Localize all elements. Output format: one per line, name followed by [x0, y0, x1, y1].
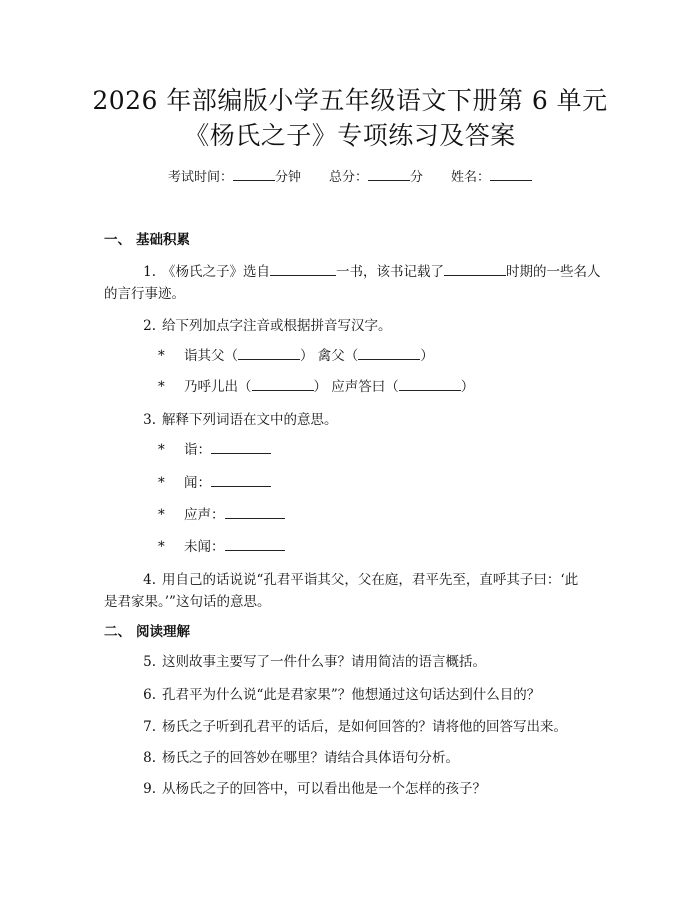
question-text: 解释下列词语在文中的意思。	[162, 412, 338, 428]
item-text: 诣：	[184, 442, 211, 458]
question-text: 《杨氏之子》选自	[162, 264, 270, 280]
question-text: 时期的一些名人	[506, 264, 601, 280]
answer-blank	[225, 506, 285, 519]
bullet: *	[158, 539, 165, 555]
time-label: 考试时间：	[167, 170, 233, 185]
page-title-line2: 《杨氏之子》专项练习及答案	[184, 121, 516, 150]
exam-meta	[0, 168, 700, 187]
question-number: 1.	[143, 264, 156, 280]
item-text: 禽父（	[317, 348, 359, 364]
question-number: 9.	[143, 781, 156, 797]
section-number: 二、	[104, 624, 131, 640]
question-8	[104, 747, 604, 769]
question-number: 3.	[143, 412, 156, 428]
list-item	[158, 474, 271, 492]
question-text: 杨氏之子听到孔君平的话后，是如何回答的？请将他的回答写出来。	[162, 719, 567, 735]
answer-blank	[211, 441, 271, 454]
list-item	[158, 347, 434, 365]
question-number: 8.	[143, 750, 156, 766]
question-5	[104, 651, 604, 673]
answer-blank	[238, 347, 300, 360]
item-text: ）	[313, 379, 327, 395]
bullet: *	[158, 475, 165, 491]
answer-blank	[225, 538, 285, 551]
question-number: 7.	[143, 719, 156, 735]
bullet: *	[158, 348, 165, 364]
item-text: ）	[420, 348, 434, 364]
answer-blank	[444, 263, 506, 276]
section-number: 一、	[104, 232, 131, 248]
score-unit: 分	[410, 170, 424, 185]
question-9	[104, 778, 604, 800]
question-text: 杨氏之子的回答妙在哪里？请结合具体语句分析。	[162, 750, 459, 766]
question-text: 这则故事主要写了一件什么事？请用简洁的语言概括。	[162, 654, 486, 670]
question-text: 孔君平为什么说“此是君家果”？他想通过这句话达到什么目的？	[162, 687, 541, 703]
question-number: 4.	[143, 572, 156, 588]
list-item	[158, 538, 285, 556]
question-text: 给下列加点字注音或根据拼音写汉字。	[162, 318, 392, 334]
list-item	[158, 441, 271, 459]
question-1	[104, 261, 604, 305]
bullet: *	[158, 442, 165, 458]
question-number: 2.	[143, 318, 156, 334]
item-text: 乃呼儿出（	[184, 379, 252, 395]
item-text: 诣其父（	[184, 348, 238, 364]
answer-blank	[270, 263, 336, 276]
question-3	[104, 409, 604, 431]
item-text: 应声答曰（	[331, 379, 399, 395]
answer-blank	[211, 474, 271, 487]
answer-blank	[252, 378, 314, 391]
section-title: 阅读理解	[136, 624, 190, 640]
section-title: 基础积累	[136, 232, 190, 248]
question-text: 用自己的话说说“孔君平诣其父，父在庭，君平先至，直呼其子曰：‘此	[162, 572, 579, 588]
item-text: 应声：	[184, 507, 225, 523]
item-text: 闻：	[184, 475, 211, 491]
time-blank	[233, 168, 275, 181]
answer-blank	[399, 378, 461, 391]
item-text: 未闻：	[184, 539, 225, 555]
time-unit: 分钟	[274, 170, 301, 185]
item-text: ）	[460, 379, 475, 395]
question-4	[104, 569, 604, 613]
list-item	[158, 378, 474, 396]
question-text: 是君家果。’”这句话的意思。	[104, 594, 271, 610]
page-title-line1: 2026 年部编版小学五年级语文下册第 6 单元	[92, 86, 608, 115]
list-item	[158, 506, 285, 524]
name-blank	[490, 168, 532, 181]
section-heading-2	[104, 623, 190, 641]
question-text: 从杨氏之子的回答中，可以看出他是一个怎样的孩子？	[162, 781, 486, 797]
bullet: *	[158, 507, 165, 523]
question-2	[104, 315, 604, 337]
question-text: 的言行事迹。	[104, 286, 185, 302]
name-label: 姓名：	[451, 170, 491, 185]
bullet: *	[158, 379, 165, 395]
question-7	[104, 716, 604, 738]
answer-blank	[358, 347, 420, 360]
question-6	[104, 684, 604, 706]
section-heading-1	[104, 231, 190, 249]
item-text: ）	[300, 348, 314, 364]
question-number: 6.	[143, 687, 156, 703]
question-text: 一书，该书记载了	[336, 264, 444, 280]
question-number: 5.	[143, 654, 156, 670]
score-blank	[368, 168, 410, 181]
score-label: 总分：	[328, 170, 368, 185]
